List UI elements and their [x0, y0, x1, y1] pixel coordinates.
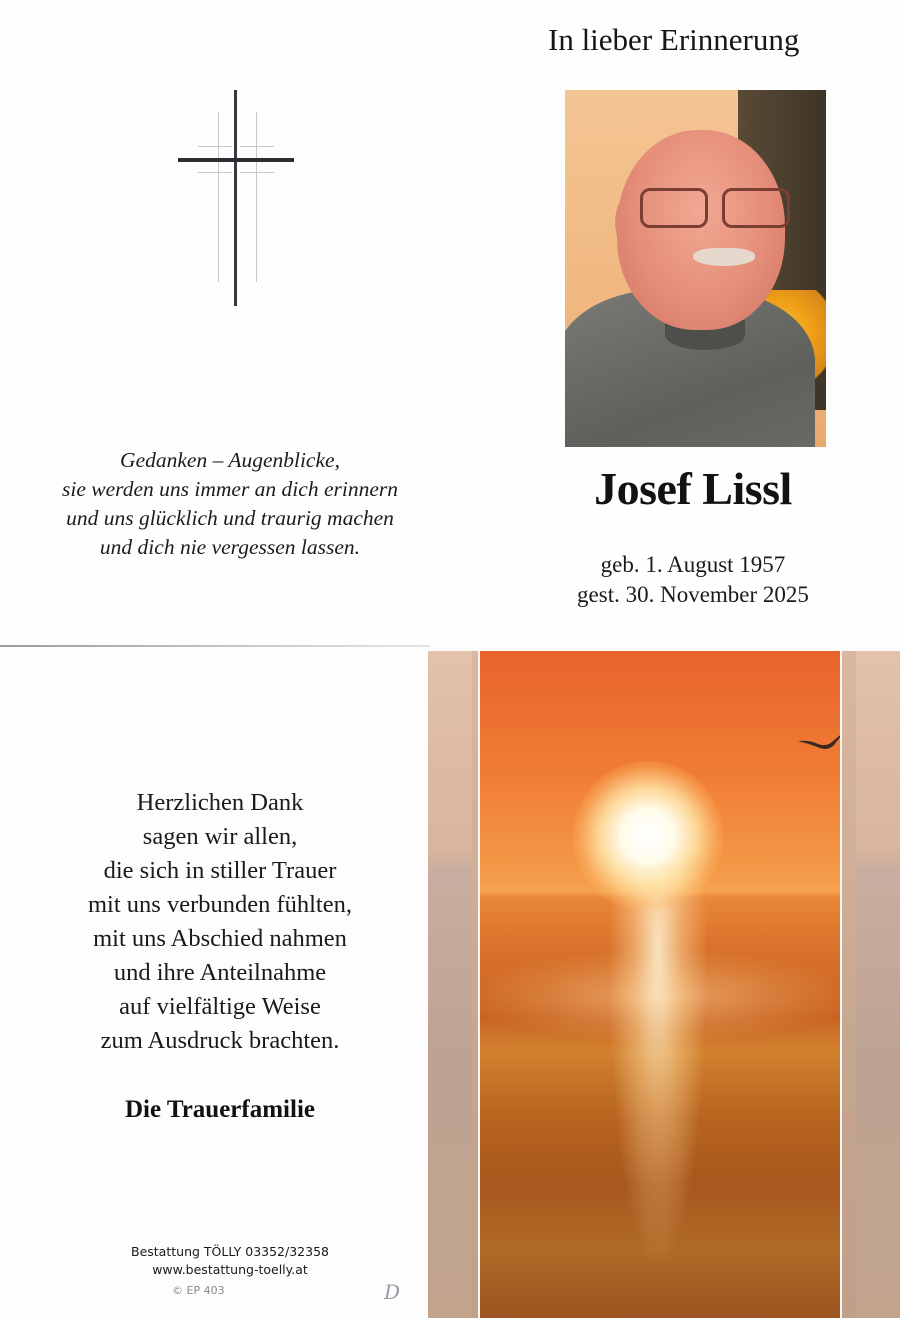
sunset-beach-image — [428, 651, 900, 1318]
thanks-line: sagen wir allen, — [142, 823, 298, 850]
handwritten-mark: D — [384, 1280, 401, 1304]
portrait-photo — [565, 90, 826, 447]
thanks-message — [40, 786, 400, 1058]
deceased-name: Josef Lissl — [594, 463, 792, 514]
cross-icon — [178, 90, 294, 306]
funeral-home-info — [90, 1243, 370, 1279]
poem-line: und uns glücklich und traurig machen — [66, 506, 394, 530]
thanks-line: mit uns verbunden fühlten, — [87, 891, 352, 918]
funeral-home-website[interactable]: www.bestattung-toelly.at — [152, 1262, 308, 1277]
family-signature: Die Trauerfamilie — [125, 1096, 315, 1123]
fold-divider — [0, 645, 430, 647]
seagull-icon — [796, 727, 842, 753]
poem-line: Gedanken – Augenblicke, — [120, 448, 340, 472]
birth-date: geb. 1. August 1957 — [600, 552, 786, 577]
death-date: gest. 30. November 2025 — [577, 582, 809, 607]
thanks-line: auf vielfältige Weise — [119, 993, 321, 1020]
funeral-home-name-phone: Bestattung TÖLLY 03352/32358 — [131, 1244, 329, 1259]
thanks-line: und ihre Anteilnahme — [113, 959, 327, 986]
memorial-title: In lieber Erinnerung — [548, 22, 800, 57]
thanks-line: die sich in stiller Trauer — [103, 857, 337, 884]
thanks-line: mit uns Abschied nahmen — [93, 925, 347, 952]
poem-line: sie werden uns immer an dich erinnern — [62, 477, 398, 501]
memorial-poem — [20, 446, 440, 562]
card-front-panel — [0, 0, 900, 646]
copyright-code: © EP 403 — [172, 1284, 225, 1297]
thanks-line: zum Ausdruck brachten. — [100, 1027, 340, 1054]
poem-line: und dich nie vergessen lassen. — [99, 535, 361, 559]
thanks-line: Herzlichen Dank — [136, 789, 304, 816]
sun-glow — [573, 761, 723, 911]
life-dates — [548, 550, 838, 610]
